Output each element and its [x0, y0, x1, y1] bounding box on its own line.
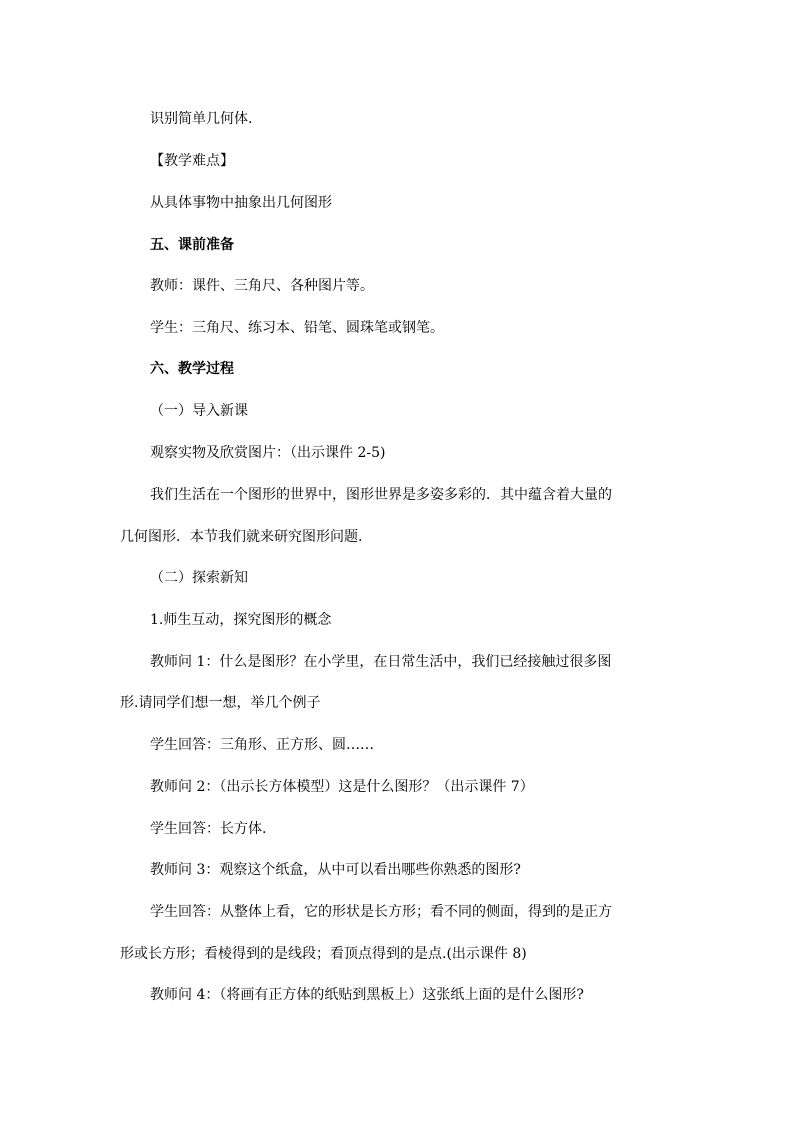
paragraph-line: 几何图形．本节我们就来研究图形问题.	[120, 529, 363, 545]
paragraph-line: 我们生活在一个图形的世界中，图形世界是多姿多彩的．其中蕴含着大量的	[150, 487, 612, 503]
section-heading: 五、课前准备	[150, 237, 234, 253]
text-line: 观察实物及欣赏图片：（出示课件 2-5)	[150, 445, 386, 461]
text-line: 教师问 2：（出示长方体模型）这是什么图形？（出示课件 7）	[150, 779, 534, 795]
text-line: 教师问 4：（将画有正方体的纸贴到黑板上）这张纸上面的是什么图形?	[150, 987, 584, 1003]
subsection-heading: （二）探索新知	[150, 570, 248, 586]
text-line: 学生回答：三角形、正方形、圆……	[150, 737, 374, 753]
paragraph-line: 学生回答：从整体上看，它的形状是长方形；看不同的侧面，得到的是正方	[150, 904, 612, 920]
section-heading: 六、教学过程	[150, 361, 234, 377]
text-line: 1.师生互动，探究图形的概念	[150, 612, 332, 628]
text-line: 教师：课件、三角尺、各种图片等。	[150, 278, 374, 294]
paragraph-line: 形.请同学们想一想，举几个例子	[120, 695, 321, 711]
subsection-heading: （一）导入新课	[150, 403, 248, 419]
text-line: 从具体事物中抽象出几何图形	[150, 195, 332, 211]
paragraph-line: 形或长方形；看棱得到的是线段；看顶点得到的是点.(出示课件 8)	[120, 946, 527, 962]
section-heading: 【教学难点】	[150, 153, 234, 169]
text-line: 识别简单几何体.	[150, 111, 253, 127]
text-line: 学生：三角尺、练习本、铅笔、圆珠笔或钢笔。	[150, 320, 444, 336]
text-line: 学生回答：长方体.	[150, 821, 267, 837]
paragraph-line: 教师问 1：什么是图形？在小学里，在日常生活中，我们已经接触过很多图	[150, 654, 612, 670]
text-line: 教师问 3：观察这个纸盒，从中可以看出哪些你熟悉的图形?	[150, 862, 521, 878]
